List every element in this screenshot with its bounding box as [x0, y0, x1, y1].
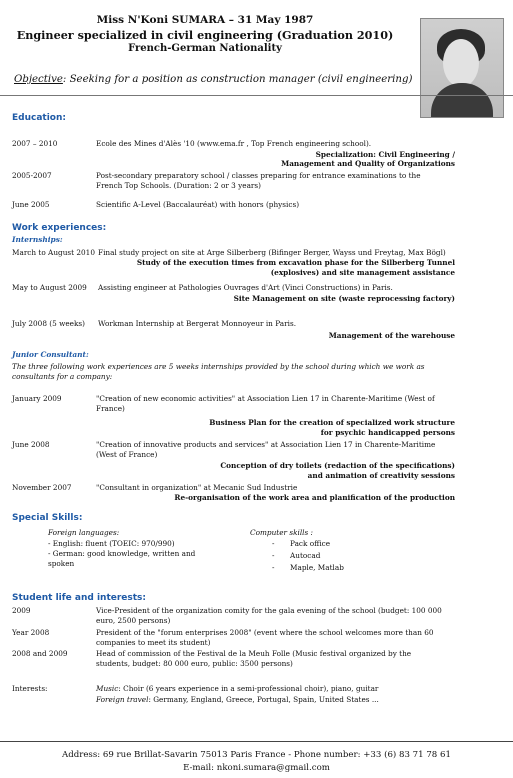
education-heading: Education:: [12, 113, 66, 123]
edu-date-2: 2005-2007: [12, 171, 52, 180]
name-line: Miss N'Koni SUMARA – 31 May 1987: [96, 14, 314, 26]
life-text-2b: companies to meet its student): [96, 638, 211, 647]
edu-date-3: June 2005: [12, 200, 50, 209]
junior-date-3: November 2007: [12, 483, 72, 492]
computer-bullet-2: -: [272, 551, 275, 560]
intern-bold-2a: Site Management on site (waste reprocessing factory): [233, 294, 455, 303]
junior-date-1: January 2009: [12, 394, 62, 403]
interests-music: [96, 684, 378, 693]
intern-bold-1b: (explosives) and site management assistance: [270, 268, 455, 277]
student-life-heading: Student life and interests:: [12, 593, 147, 603]
intern-date-3: July 2008 (5 weeks): [12, 319, 85, 328]
photo-body: [431, 83, 493, 117]
computer-skills-label: Computer skills :: [250, 528, 314, 537]
work-heading: Work experiences:: [12, 223, 107, 233]
life-date-3: 2008 and 2009: [12, 649, 68, 658]
life-text-2a: President of the "forum enterprises 2008" (event where the school welcomes more than 60: [96, 628, 434, 637]
edu-text-3: Scientific A-Level (Baccalauréat) with honors (physics): [96, 200, 300, 209]
edu-text-2b: French Top Schools. (Duration: 2 or 3 years): [96, 181, 262, 190]
edu-text-1: Ecole des Mines d'Alès '10 (www.ema.fr , Top French engineering school).: [96, 139, 372, 148]
intern-date-2: May to August 2009: [12, 283, 87, 292]
music-label: Music: [96, 684, 119, 693]
footer-email: E-mail: nkoni.sumara@gmail.com: [183, 763, 330, 773]
photo-face: [443, 39, 479, 87]
junior-text-1a: "Creation of new economic activities" at Association Lien 17 in Charente-Maritime (West of: [96, 394, 435, 403]
life-text-3b: students, budget: 80 000 euro, public: 3500 persons): [96, 659, 293, 668]
intern-text-2: Assisting engineer at Pathologies Ouvrages d'Art (Vinci Constructions) in Paris.: [98, 283, 393, 292]
objective: [14, 74, 412, 85]
junior-intro-1: The three following work experiences are 5 weeks internships provided by the school during which we work as: [12, 362, 425, 371]
skills-heading: Special Skills:: [12, 513, 83, 523]
edu-text-2a: Post-secondary preparatory school / classes preparing for entrance examinations to the: [96, 171, 421, 180]
intern-bold-3a: Management of the warehouse: [328, 331, 455, 340]
junior-bold-3a: Re-organisation of the work area and planification of the production: [174, 493, 455, 502]
life-date-1: 2009: [12, 606, 31, 615]
internships-heading: Internships:: [12, 235, 63, 244]
edu-bold-1a: Specialization: Civil Engineering /: [315, 150, 455, 159]
footer-divider: [0, 741, 513, 742]
life-text-1a: Vice-President of the organization comity for the gala evening of the school (budget: 100 000: [96, 606, 442, 615]
junior-text-2b: (West of France): [96, 450, 158, 459]
language-german-cont: spoken: [48, 559, 75, 568]
junior-heading: Junior Consultant:: [12, 350, 89, 359]
intern-date-1: March to August 2010: [12, 248, 95, 257]
life-date-2: Year 2008: [12, 628, 50, 637]
objective-label: Objective: [14, 74, 63, 85]
junior-date-2: June 2008: [12, 440, 50, 449]
life-text-1b: euro, 2500 persons): [96, 616, 171, 625]
junior-bold-2b: and animation of creativity sessions: [307, 471, 455, 480]
junior-bold-1b: for psychic handicapped persons: [320, 428, 455, 437]
intern-text-1: Final study project on site at Arge Silberberg (Bifinger Berger, Wayss und Freytag, Max Bögl): [98, 248, 446, 257]
junior-text-2a: "Creation of innovative products and services" at Association Lien 17 in Charente-Maritime: [96, 440, 436, 449]
profile-photo: [420, 18, 504, 118]
languages-label: Foreign languages:: [48, 528, 120, 537]
junior-text-1b: France): [96, 404, 125, 413]
music-text: : Choir (6 years experience in a semi-professional choir), piano, guitar: [118, 684, 379, 693]
life-text-3a: Head of commission of the Festival de la Meuh Folle (Music festival organized by the: [96, 649, 412, 658]
travel-label: Foreign travel: [96, 695, 149, 704]
junior-bold-1a: Business Plan for the creation of specialized work structure: [209, 418, 455, 427]
language-english: - English: fluent (TOEIC: 970/990): [48, 539, 175, 548]
computer-bullet-3: -: [272, 563, 275, 572]
language-german: - German: good knowledge, written and: [48, 549, 196, 558]
travel-text: : Germany, England, Greece, Portugal, Spain, United States ...: [148, 695, 379, 704]
edu-date-1: 2007 – 2010: [12, 139, 58, 148]
intern-bold-1a: Study of the execution times from excavation phase for the Silberberg Tunnel: [136, 258, 455, 267]
edu-bold-1b: Management and Quality of Organizations: [281, 159, 455, 168]
interests-label: Interests:: [12, 684, 48, 693]
nationality-line: French-German Nationality: [128, 43, 282, 54]
junior-bold-2a: Conception of dry toilets (redaction of the specifications): [220, 461, 455, 470]
title-line: Engineer specialized in civil engineering (Graduation 2010): [16, 28, 394, 42]
footer-address: Address: 69 rue Brillat-Savarin 75013 Paris France - Phone number: +33 (6) 83 71 78 61: [62, 750, 451, 760]
junior-text-3a: "Consultant in organization" at Mecanic Sud Industrie: [96, 483, 298, 492]
objective-text: : Seeking for a position as construction manager (civil engineering): [62, 74, 413, 85]
junior-intro-2: consultants for a company:: [12, 372, 113, 381]
computer-skill-2: Autocad: [290, 551, 321, 560]
computer-bullet-1: -: [272, 539, 275, 548]
header-divider: [0, 95, 513, 96]
computer-skill-3: Maple, Matlab: [290, 563, 344, 572]
interests-travel: [96, 695, 379, 704]
computer-skill-1: Pack office: [290, 539, 331, 548]
intern-text-3: Workman Internship at Bergerat Monnoyeur in Paris.: [98, 319, 297, 328]
